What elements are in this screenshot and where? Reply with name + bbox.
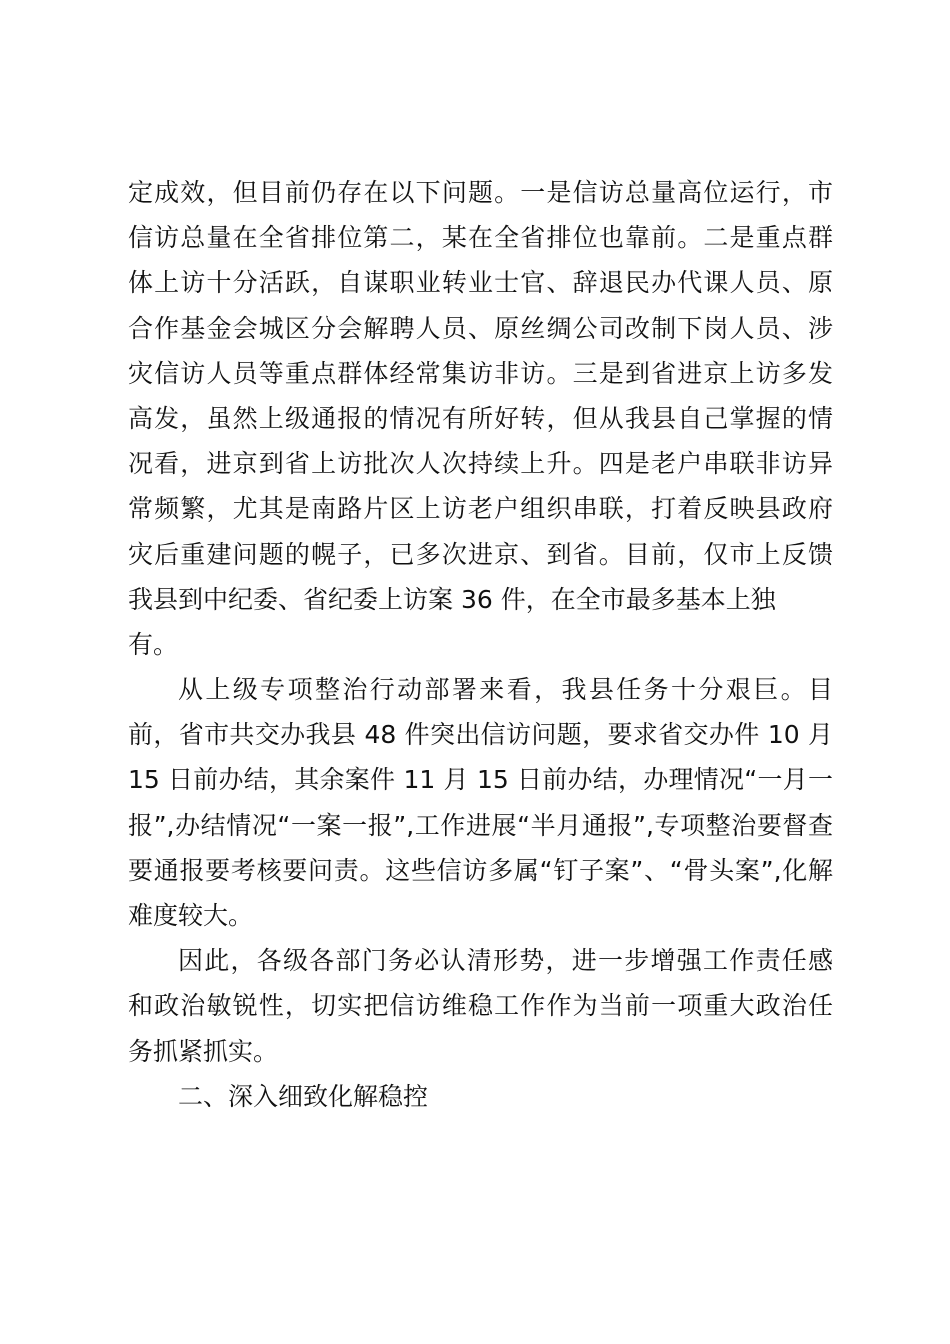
text-line: 有。	[128, 629, 179, 659]
text-line: 15 日前办结，其余案件 11 月 15 日前办结，办理情况“一月一	[128, 765, 833, 795]
text-line: 灾后重建问题的幌子，已多次进京、到省。目前，仅市上反馈	[128, 539, 833, 569]
text-line: 况看，进京到省上访批次人次持续上升。四是老户串联非访异	[128, 449, 833, 479]
document-body	[128, 170, 833, 1119]
text-line: 报”,办结情况“一案一报”,工作进展“半月通报”,专项整治要督查	[128, 810, 833, 840]
text-line: 从上级专项整治行动部署来看，我县任务十分艰巨。目	[178, 675, 833, 705]
text-line: 灾信访人员等重点群体经常集访非访。三是到省进京上访多发	[128, 358, 833, 388]
text-line: 要通报要考核要问责。这些信访多属“钉子案”、“骨头案”,化解	[128, 855, 833, 885]
text-line: 信访总量在全省排位第二，某在全省排位也靠前。二是重点群	[128, 223, 833, 253]
section-heading-text: 二、深入细致化解稳控	[178, 1081, 429, 1111]
text-line: 合作基金会城区分会解聘人员、原丝绸公司改制下岗人员、涉	[128, 313, 833, 343]
text-line: 务抓紧抓实。	[128, 1036, 279, 1066]
text-line: 定成效，但目前仍存在以下问题。一是信访总量高位运行，市	[128, 178, 833, 207]
section-heading	[128, 1074, 833, 1119]
paragraph-conclusion	[128, 938, 833, 1074]
text-line: 高发，虽然上级通报的情况有所好转，但从我县自己掌握的情	[128, 403, 833, 433]
text-line: 体上访十分活跃，自谋职业转业士官、辞退民办代课人员、原	[128, 268, 833, 298]
text-line: 因此，各级各部门务必认清形势，进一步增强工作责任感	[178, 946, 833, 976]
text-line: 难度较大。	[128, 901, 254, 930]
text-line: 和政治敏锐性，切实把信访维稳工作作为当前一项重大政治任	[128, 991, 833, 1021]
text-line: 前，省市共交办我县 48 件突出信访问题，要求省交办件 10 月	[128, 720, 833, 750]
paragraph-special-rectification	[128, 667, 833, 938]
text-line: 我县到中纪委、省纪委上访案 36 件，在全市最多基本上独	[128, 584, 776, 614]
text-line: 常频繁，尤其是南路片区上访老户组织串联，打着反映县政府	[128, 494, 833, 524]
paragraph-current-problems	[128, 170, 833, 667]
